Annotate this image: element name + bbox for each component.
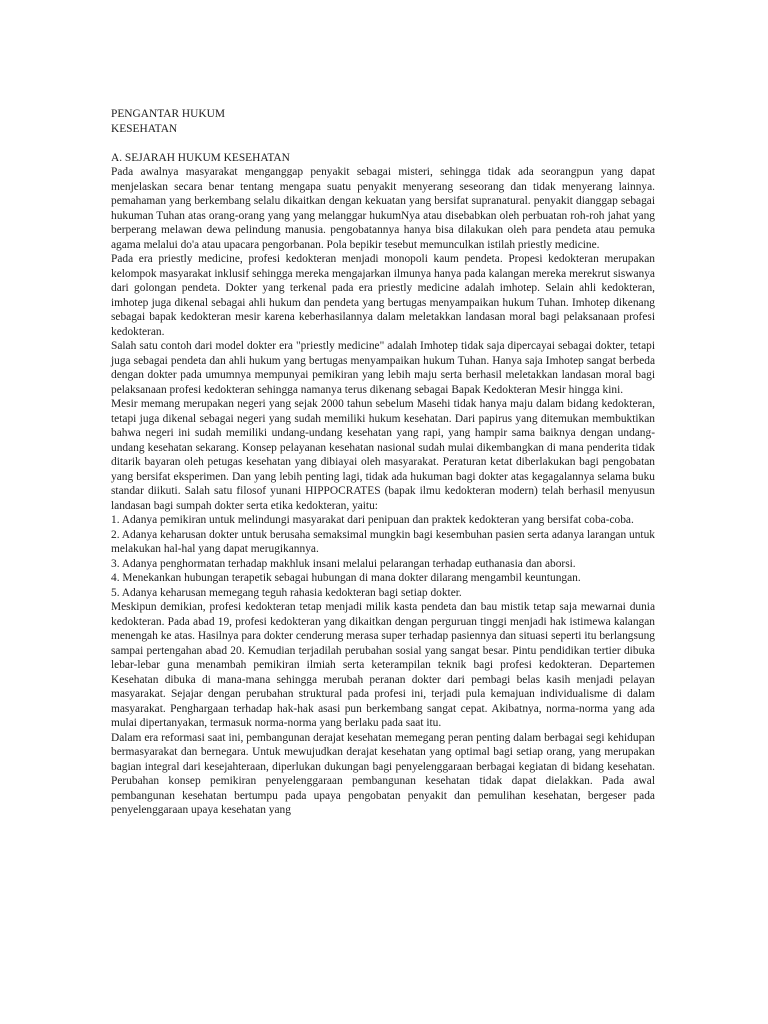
paragraph: Dalam era reformasi saat ini, pembangunan derajat kesehatan memegang peran penting dalam berbagai segi kehidupan bermasyarakat dan bernegara. Untuk mewujudkan derajat kesehatan yang optimal bagi setiap orang, yang merupakan bagian integral dari kesejahteraan, diperlukan dukungan bagi penyelenggaraan berbagai kegiatan di bidang kesehatan. Perubahan konsep pemikiran penyelenggaraan pembangunan kesehatan tidak dapat dielakkan. Pada awal pembangunan kesehatan bertumpu pada upaya pengobatan penyakit dan pemulihan kesehatan, bergeser pada penyelenggaraan upaya kesehatan yang [111,731,655,816]
list-item: 5. Adanya keharusan memegang teguh rahasia kedokteran bagi setiap dokter. [111,586,462,599]
paragraph: Pada awalnya masyarakat menganggap penyakit sebagai misteri, sehingga tidak ada seorangpun yang dapat menjelaskan secara benar tentang mengapa suatu penyakit menyerang seseorang dan tidak menyerang lainnya. pemahaman yang berkembang selalu dikaitkan dengan kekuatan yang bersifat supranatural. penyakit dianggap sebagai hukuman Tuhan atas orang-orang yang yang melanggar hukumNya atau disebabkan oleh perbuatan roh-roh jahat yang berperang melawan dewa pelindung manusia. pengobatannya hanya bisa dilakukan oleh para pendeta atau pemuka agama melalui do'a atau upacara pengorbanan. Pola bepikir tesebut memunculkan istilah priestly medicine. [111,166,655,251]
list-item: 1. Adanya pemikiran untuk melindungi masyarakat dari penipuan dan praktek kedokteran yang bersifat coba-coba. [111,514,634,526]
paragraph: Mesir memang merupakan negeri yang sejak 2000 tahun sebelum Masehi tidak hanya maju dalam bidang kedokteran, tetapi juga dikenal sebagai negeri yang sudah memiliki hukum kesehatan. Dari papirus yang ditemukan membuktikan bahwa negeri ini sudah memiliki undang-undang kesehatan yang rapi, yang hampir sama baiknya dengan undang-undang kesehatan sekarang. Konsep pelayanan kesehatan nasional sudah mulai dikembangkan di mana penderita tidak ditarik bayaran oleh petugas kesehatan yang dibiayai oleh masyarakat. Peraturan ketat diberlakukan bagi pengobatan yang bersifat eksperimen. Dan yang lebih penting lagi, tidak ada hukuman bagi dokter atas kegagalannya selama buku standar diikuti. Salah satu filosof yunani HIPPOCRATES (bapak ilmu kedokteran modern) telah berhasil menyusun landasan bagi sumpah dokter serta etika kedokteran, yaitu: [111,398,655,512]
list-item: 4. Menekankan hubungan terapetik sebagai hubungan di mana dokter dilarang mengambil keuntungan. [111,572,581,584]
section-heading: A. SEJARAH HUKUM KESEHATAN [111,151,290,164]
paragraph: Meskipun demikian, profesi kedokteran tetap menjadi milik kasta pendeta dan bau mistik tetap saja mewarnai dunia kedokteran. Pada abad 19, profesi kedokteran yang dikaitkan dengan perguruan tinggi menjadi hak istimewa kalangan menengah ke atas. Hasilnya para dokter cenderung merasa super terhadap pasiennya dan situasi seperti itu berlangsung sampai pertengahan abad 20. Kemudian terjadilah perubahan sosial yang sangat besar. Pintu pendidikan tertier dibuka lebar-lebar guna menambah pemikiran ilmiah serta keterampilan teknik bagi profesi kedokteran. Departemen Kesehatan dibuka di mana-mana sehingga merubah peranan dokter dari pembagi belas kasih menjadi pelayan masyarakat. Sejajar dengan perubahan struktural pada profesi ini, terjadi pula kemajuan individualisme di dalam masyarakat. Penghargaan terhadap hak-hak asasi pun berkembang sangat cepat. Akibatnya, norma-norma yang ada mulai dipertanyakan, termasuk norma-norma yang berlaku pada saat itu. [111,601,655,729]
title-line-1: PENGANTAR HUKUM [111,108,225,120]
document-page [111,107,655,818]
title-line-2: KESEHATAN [111,122,178,135]
list-item: 3. Adanya penghormatan terhadap makhluk insani melalui pelarangan terhadap euthanasia dan aborsi. [111,557,576,570]
paragraph: Salah satu contoh dari model dokter era "priestly medicine" adalah Imhotep tidak saja dipercayai sebagai dokter, tetapi juga sebagai pendeta dan ahli hukum yang bertugas menyampaikan hukum Tuhan. Hanya saja Imhotep sangat berbeda dengan dokter pada umumnya mempunyai pemikiran yang lebih maju serta berhasil meletakkan landasan moral bagi pelaksanaan profesi kedokteran sehingga namanya terus dikenang sebagai Bapak Kedokteran Mesir hingga kini. [111,340,655,396]
paragraph: Pada era priestly medicine, profesi kedokteran menjadi monopoli kaum pendeta. Propesi kedokteran merupakan kelompok masyarakat inklusif sehingga mereka mengajarkan ilmunya hanya pada kalangan mereka merekrut siswanya dari golongan pendeta. Dokter yang terkenal pada era priestly medicine adalah imhotep. Selain ahli kedokteran, imhotep juga dikenal sebagai ahli hukum dan pendeta yang bertugas menyampaikan hukum Tuhan. Imhotep dikenang sebagai bapak kedokteran mesir karena keberhasilannya dalam meletakkan landasan moral bagi pelaksanaan profesi kedokteran. [111,253,655,338]
list-item: 2. Adanya keharusan dokter untuk berusaha semaksimal mungkin bagi kesembuhan pasien serta adanya larangan untuk melakukan hal-hal yang dapat merugikannya. [111,528,655,555]
document-title [111,107,655,136]
